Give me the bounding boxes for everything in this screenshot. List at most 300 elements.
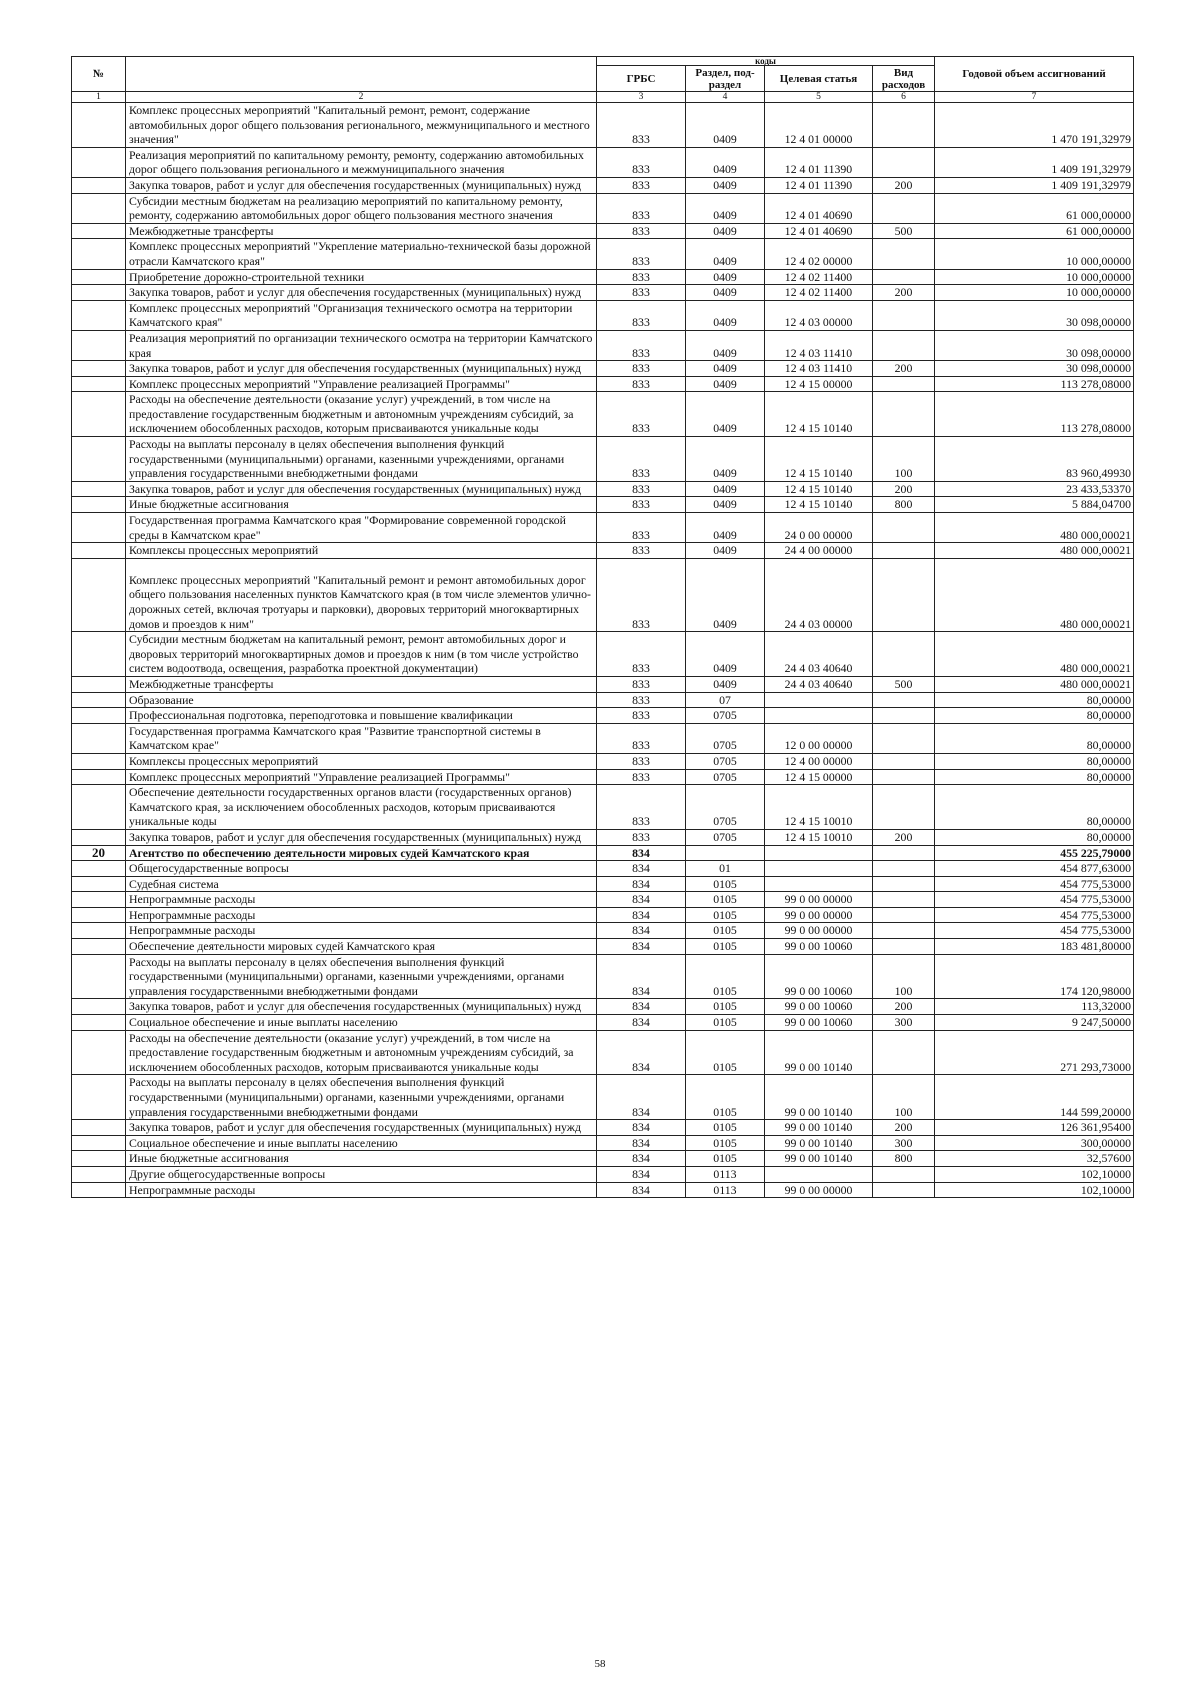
row-razdel: 0409 [686, 193, 765, 223]
row-expense-type: 200 [873, 829, 935, 845]
row-target-article: 12 4 02 00000 [765, 239, 873, 269]
row-grbs: 834 [597, 1015, 686, 1031]
row-name: Агентство по обеспечению деятельности мировых судей Камчатского края [126, 845, 597, 861]
table-row [72, 769, 1134, 785]
table-row [72, 1120, 1134, 1136]
row-grbs: 834 [597, 954, 686, 999]
row-number [72, 269, 126, 285]
row-target-article: 12 4 15 00000 [765, 376, 873, 392]
row-grbs: 834 [597, 892, 686, 908]
row-name: Непрограммные расходы [126, 892, 597, 908]
table-row [72, 939, 1134, 955]
row-amount: 1 409 191,32979 [935, 177, 1134, 193]
row-target-article: 99 0 00 10060 [765, 1015, 873, 1031]
header-codes: коды [597, 57, 935, 66]
table-row [72, 558, 1134, 631]
table-row [72, 923, 1134, 939]
row-razdel [686, 845, 765, 861]
row-target-article [765, 876, 873, 892]
row-grbs: 833 [597, 330, 686, 360]
row-grbs: 833 [597, 223, 686, 239]
row-expense-type [873, 239, 935, 269]
row-expense-type [873, 845, 935, 861]
col-index-7: 7 [935, 92, 1134, 103]
row-expense-type [873, 1166, 935, 1182]
row-number [72, 954, 126, 999]
row-razdel: 0409 [686, 513, 765, 543]
row-grbs: 833 [597, 147, 686, 177]
row-name: Закупка товаров, работ и услуг для обеспечения государственных (муниципальных) нужд [126, 177, 597, 193]
row-amount: 480 000,00021 [935, 632, 1134, 677]
row-name: Закупка товаров, работ и услуг для обеспечения государственных (муниципальных) нужд [126, 285, 597, 301]
header-razdel: Раздел, под-раздел [686, 66, 765, 92]
row-razdel: 0105 [686, 1030, 765, 1075]
table-row [72, 1030, 1134, 1075]
row-number [72, 785, 126, 830]
row-amount: 454 775,53000 [935, 907, 1134, 923]
row-expense-type [873, 513, 935, 543]
table-row [72, 223, 1134, 239]
row-name: Межбюджетные трансферты [126, 223, 597, 239]
table-row [72, 954, 1134, 999]
row-name: Социальное обеспечение и иные выплаты населению [126, 1015, 597, 1031]
row-expense-type [873, 907, 935, 923]
row-name: Социальное обеспечение и иные выплаты населению [126, 1135, 597, 1151]
row-number [72, 876, 126, 892]
row-razdel: 0105 [686, 907, 765, 923]
row-expense-type [873, 692, 935, 708]
column-index-row [72, 92, 1134, 103]
table-row [72, 1166, 1134, 1182]
budget-table-sheet [71, 56, 1133, 1198]
page-number: 58 [594, 1658, 606, 1670]
row-target-article [765, 708, 873, 724]
row-amount: 10 000,00000 [935, 269, 1134, 285]
row-number [72, 723, 126, 753]
row-grbs: 833 [597, 239, 686, 269]
row-number [72, 1135, 126, 1151]
row-amount: 102,10000 [935, 1182, 1134, 1198]
header-annual-volume: Годовой объем ассигнований [935, 57, 1134, 92]
row-amount: 83 960,49930 [935, 437, 1134, 482]
table-row [72, 147, 1134, 177]
row-name: Комплексы процессных мероприятий [126, 753, 597, 769]
row-razdel: 0409 [686, 177, 765, 193]
table-row [72, 999, 1134, 1015]
row-razdel: 0705 [686, 723, 765, 753]
table-row [72, 1135, 1134, 1151]
row-number [72, 558, 126, 631]
row-expense-type [873, 876, 935, 892]
row-target-article: 99 0 00 10140 [765, 1135, 873, 1151]
row-number [72, 392, 126, 437]
row-expense-type [873, 558, 935, 631]
row-grbs: 833 [597, 692, 686, 708]
row-target-article: 24 4 03 40640 [765, 632, 873, 677]
row-name: Профессиональная подготовка, переподготовка и повышение квалификации [126, 708, 597, 724]
row-grbs: 833 [597, 269, 686, 285]
row-razdel: 0409 [686, 147, 765, 177]
row-name: Образование [126, 692, 597, 708]
row-razdel: 01 [686, 861, 765, 877]
table-row [72, 632, 1134, 677]
row-amount: 80,00000 [935, 753, 1134, 769]
row-grbs: 833 [597, 676, 686, 692]
row-razdel: 0409 [686, 676, 765, 692]
row-grbs: 833 [597, 177, 686, 193]
row-number [72, 497, 126, 513]
row-expense-type [873, 753, 935, 769]
row-number [72, 481, 126, 497]
budget-rows [72, 103, 1134, 1198]
row-target-article: 12 4 00 00000 [765, 753, 873, 769]
row-target-article [765, 1166, 873, 1182]
row-grbs: 833 [597, 708, 686, 724]
row-expense-type [873, 892, 935, 908]
row-expense-type [873, 269, 935, 285]
row-name: Непрограммные расходы [126, 907, 597, 923]
row-amount: 30 098,00000 [935, 330, 1134, 360]
row-expense-type [873, 103, 935, 148]
row-razdel: 0705 [686, 708, 765, 724]
table-row [72, 177, 1134, 193]
row-name: Другие общегосударственные вопросы [126, 1166, 597, 1182]
row-razdel: 0105 [686, 1135, 765, 1151]
row-target-article: 12 4 15 10140 [765, 392, 873, 437]
row-number [72, 753, 126, 769]
row-grbs: 833 [597, 543, 686, 559]
row-target-article: 12 4 15 10010 [765, 785, 873, 830]
row-target-article: 12 4 15 10140 [765, 481, 873, 497]
row-number [72, 223, 126, 239]
table-row [72, 103, 1134, 148]
table-row [72, 829, 1134, 845]
row-target-article: 99 0 00 00000 [765, 892, 873, 908]
row-number: 20 [72, 845, 126, 861]
row-name: Комплекс процессных мероприятий "Капитальный ремонт и ремонт автомобильных дорог общего пользования населенных пунктов Камчатского края (в том числе элементов улично-дорожных сетей, включая тротуары и парковки), дворовых территорий многоквартирных домов и проездов к ним" [126, 558, 597, 631]
row-name: Комплекс процессных мероприятий "Укрепление материально-технической базы дорожной отрасли Камчатского края" [126, 239, 597, 269]
table-row [72, 861, 1134, 877]
row-expense-type: 200 [873, 177, 935, 193]
row-name: Приобретение дорожно-строительной техники [126, 269, 597, 285]
row-number [72, 513, 126, 543]
row-grbs: 833 [597, 513, 686, 543]
row-amount: 32,57600 [935, 1151, 1134, 1167]
row-name: Комплекс процессных мероприятий "Капитальный ремонт, ремонт, содержание автомобильных дорог общего пользования регионального, межмуниципального и местного значения" [126, 103, 597, 148]
col-index-5: 5 [765, 92, 873, 103]
row-grbs: 834 [597, 1151, 686, 1167]
row-amount: 113 278,08000 [935, 376, 1134, 392]
row-grbs: 833 [597, 103, 686, 148]
row-target-article: 12 4 01 40690 [765, 193, 873, 223]
row-grbs: 833 [597, 829, 686, 845]
row-razdel: 0105 [686, 1015, 765, 1031]
row-target-article: 24 0 00 00000 [765, 513, 873, 543]
row-name: Судебная система [126, 876, 597, 892]
row-target-article: 12 4 01 11390 [765, 177, 873, 193]
row-razdel: 0409 [686, 437, 765, 482]
row-expense-type [873, 300, 935, 330]
row-grbs: 834 [597, 845, 686, 861]
row-amount: 30 098,00000 [935, 300, 1134, 330]
row-expense-type: 500 [873, 676, 935, 692]
row-number [72, 437, 126, 482]
row-razdel: 0105 [686, 876, 765, 892]
row-number [72, 361, 126, 377]
row-amount: 480 000,00021 [935, 558, 1134, 631]
row-razdel: 0105 [686, 1120, 765, 1136]
row-target-article: 12 4 03 00000 [765, 300, 873, 330]
row-number [72, 1166, 126, 1182]
row-amount: 480 000,00021 [935, 543, 1134, 559]
row-razdel: 0409 [686, 103, 765, 148]
table-row [72, 845, 1134, 861]
row-amount: 454 775,53000 [935, 876, 1134, 892]
row-name: Реализация мероприятий по организации технического осмотра на территории Камчатского края [126, 330, 597, 360]
row-grbs: 834 [597, 1075, 686, 1120]
row-razdel: 0705 [686, 769, 765, 785]
row-number [72, 1151, 126, 1167]
row-expense-type [873, 861, 935, 877]
row-target-article: 12 4 01 40690 [765, 223, 873, 239]
row-razdel: 0409 [686, 543, 765, 559]
row-name: Расходы на выплаты персоналу в целях обеспечения выполнения функций государственными (муниципальными) органами, казенными учреждениями, органами управления государственными внебюджетными фондами [126, 1075, 597, 1120]
table-row [72, 1015, 1134, 1031]
row-name: Непрограммные расходы [126, 1182, 597, 1198]
table-row [72, 269, 1134, 285]
row-number [72, 632, 126, 677]
row-grbs: 834 [597, 923, 686, 939]
row-number [72, 147, 126, 177]
row-name: Закупка товаров, работ и услуг для обеспечения государственных (муниципальных) нужд [126, 361, 597, 377]
row-amount: 80,00000 [935, 723, 1134, 753]
row-expense-type: 300 [873, 1015, 935, 1031]
row-razdel: 0409 [686, 632, 765, 677]
table-row [72, 361, 1134, 377]
row-grbs: 834 [597, 1182, 686, 1198]
row-name: Обеспечение деятельности государственных органов власти (государственных органов) Камчатского края, за исключением обособленных расходов, которым присваиваются уникальные коды [126, 785, 597, 830]
table-row [72, 892, 1134, 908]
row-grbs: 833 [597, 753, 686, 769]
row-razdel: 0409 [686, 239, 765, 269]
row-razdel: 0705 [686, 785, 765, 830]
row-expense-type: 200 [873, 285, 935, 301]
row-expense-type [873, 923, 935, 939]
row-target-article: 99 0 00 10140 [765, 1120, 873, 1136]
row-number [72, 376, 126, 392]
row-target-article: 12 4 15 10140 [765, 497, 873, 513]
row-name: Комплексы процессных мероприятий [126, 543, 597, 559]
row-amount: 454 775,53000 [935, 923, 1134, 939]
row-number [72, 939, 126, 955]
row-razdel: 07 [686, 692, 765, 708]
row-target-article: 99 0 00 10140 [765, 1151, 873, 1167]
row-target-article: 99 0 00 10140 [765, 1030, 873, 1075]
col-index-1: 1 [72, 92, 126, 103]
col-index-2: 2 [126, 92, 597, 103]
table-row [72, 692, 1134, 708]
table-row [72, 676, 1134, 692]
table-row [72, 376, 1134, 392]
row-expense-type [873, 1182, 935, 1198]
row-grbs: 833 [597, 376, 686, 392]
row-amount: 454 775,53000 [935, 892, 1134, 908]
row-target-article [765, 861, 873, 877]
row-number [72, 193, 126, 223]
row-target-article: 12 4 01 11390 [765, 147, 873, 177]
row-name: Расходы на выплаты персоналу в целях обеспечения выполнения функций государственными (муниципальными) органами, казенными учреждениями, органами управления государственными внебюджетными фондами [126, 954, 597, 999]
table-row [72, 513, 1134, 543]
row-expense-type [873, 193, 935, 223]
row-grbs: 834 [597, 1120, 686, 1136]
col-index-3: 3 [597, 92, 686, 103]
row-amount: 126 361,95400 [935, 1120, 1134, 1136]
row-razdel: 0105 [686, 923, 765, 939]
row-name: Государственная программа Камчатского края "Развитие транспортной системы в Камчатском крае" [126, 723, 597, 753]
row-name: Субсидии местным бюджетам на капитальный ремонт, ремонт автомобильных дорог и дворовых территорий многоквартирных домов и проездов к ним (в том числе устройство систем водоотвода, освещения, разработка проектной документации) [126, 632, 597, 677]
row-name: Межбюджетные трансферты [126, 676, 597, 692]
table-row [72, 1151, 1134, 1167]
row-grbs: 833 [597, 481, 686, 497]
table-row [72, 543, 1134, 559]
row-expense-type [873, 1030, 935, 1075]
table-row [72, 193, 1134, 223]
row-grbs: 833 [597, 437, 686, 482]
row-razdel: 0409 [686, 330, 765, 360]
row-name: Расходы на обеспечение деятельности (оказание услуг) учреждений, в том числе на предоставление государственным бюджетным и автономным учреждениям субсидий, за исключением обособленных расходов, которым присваиваются уникальные коды [126, 1030, 597, 1075]
row-razdel: 0105 [686, 999, 765, 1015]
table-row [72, 285, 1134, 301]
row-amount: 23 433,53370 [935, 481, 1134, 497]
row-name: Общегосударственные вопросы [126, 861, 597, 877]
row-amount: 9 247,50000 [935, 1015, 1134, 1031]
row-grbs: 834 [597, 999, 686, 1015]
row-grbs: 833 [597, 769, 686, 785]
row-grbs: 833 [597, 193, 686, 223]
row-target-article: 12 4 03 11410 [765, 361, 873, 377]
row-razdel: 0409 [686, 392, 765, 437]
row-razdel: 0105 [686, 1151, 765, 1167]
row-razdel: 0409 [686, 285, 765, 301]
row-expense-type [873, 376, 935, 392]
table-row [72, 239, 1134, 269]
row-target-article: 99 0 00 10060 [765, 954, 873, 999]
table-row [72, 785, 1134, 830]
row-expense-type: 100 [873, 1075, 935, 1120]
row-number [72, 1075, 126, 1120]
row-name: Закупка товаров, работ и услуг для обеспечения государственных (муниципальных) нужд [126, 481, 597, 497]
row-expense-type [873, 392, 935, 437]
row-expense-type [873, 939, 935, 955]
row-name: Закупка товаров, работ и услуг для обеспечения государственных (муниципальных) нужд [126, 1120, 597, 1136]
row-amount: 61 000,00000 [935, 193, 1134, 223]
row-target-article: 12 4 01 00000 [765, 103, 873, 148]
row-number [72, 861, 126, 877]
header-num: № [72, 57, 126, 92]
row-grbs: 834 [597, 861, 686, 877]
row-expense-type [873, 769, 935, 785]
row-target-article: 24 4 03 00000 [765, 558, 873, 631]
row-target-article [765, 692, 873, 708]
table-row [72, 1182, 1134, 1198]
row-amount: 10 000,00000 [935, 239, 1134, 269]
row-target-article: 12 4 02 11400 [765, 285, 873, 301]
row-razdel: 0113 [686, 1166, 765, 1182]
row-razdel: 0409 [686, 558, 765, 631]
row-amount: 1 409 191,32979 [935, 147, 1134, 177]
row-number [72, 103, 126, 148]
row-expense-type: 800 [873, 1151, 935, 1167]
row-target-article: 99 0 00 10060 [765, 999, 873, 1015]
row-amount: 80,00000 [935, 785, 1134, 830]
row-name: Непрограммные расходы [126, 923, 597, 939]
row-number [72, 300, 126, 330]
row-number [72, 676, 126, 692]
row-razdel: 0113 [686, 1182, 765, 1198]
row-target-article: 12 4 02 11400 [765, 269, 873, 285]
row-expense-type: 100 [873, 954, 935, 999]
row-grbs: 833 [597, 558, 686, 631]
row-grbs: 833 [597, 392, 686, 437]
row-number [72, 999, 126, 1015]
table-row [72, 708, 1134, 724]
table-row [72, 392, 1134, 437]
row-expense-type: 200 [873, 481, 935, 497]
row-number [72, 239, 126, 269]
row-target-article: 99 0 00 10060 [765, 939, 873, 955]
col-index-6: 6 [873, 92, 935, 103]
row-expense-type: 200 [873, 1120, 935, 1136]
row-razdel: 0705 [686, 829, 765, 845]
row-number [72, 692, 126, 708]
row-amount: 30 098,00000 [935, 361, 1134, 377]
table-row [72, 876, 1134, 892]
row-number [72, 543, 126, 559]
row-number [72, 892, 126, 908]
row-grbs: 834 [597, 1166, 686, 1182]
row-number [72, 708, 126, 724]
row-number [72, 330, 126, 360]
row-amount: 300,00000 [935, 1135, 1134, 1151]
row-amount: 455 225,79000 [935, 845, 1134, 861]
row-target-article [765, 845, 873, 861]
row-razdel: 0409 [686, 376, 765, 392]
row-razdel: 0105 [686, 939, 765, 955]
row-razdel: 0409 [686, 497, 765, 513]
table-row [72, 481, 1134, 497]
row-razdel: 0409 [686, 223, 765, 239]
row-target-article: 99 0 00 00000 [765, 907, 873, 923]
col-index-4: 4 [686, 92, 765, 103]
row-grbs: 833 [597, 361, 686, 377]
row-amount: 61 000,00000 [935, 223, 1134, 239]
row-razdel: 0105 [686, 1075, 765, 1120]
row-name: Иные бюджетные ассигнования [126, 1151, 597, 1167]
row-expense-type: 300 [873, 1135, 935, 1151]
row-amount: 480 000,00021 [935, 676, 1134, 692]
row-grbs: 833 [597, 785, 686, 830]
row-number [72, 285, 126, 301]
row-amount: 80,00000 [935, 708, 1134, 724]
row-amount: 144 599,20000 [935, 1075, 1134, 1120]
row-number [72, 769, 126, 785]
row-expense-type: 200 [873, 361, 935, 377]
row-amount: 113 278,08000 [935, 392, 1134, 437]
row-razdel: 0409 [686, 269, 765, 285]
row-target-article: 12 0 00 00000 [765, 723, 873, 753]
row-number [72, 1015, 126, 1031]
row-name: Субсидии местным бюджетам на реализацию мероприятий по капитальному ремонту, ремонту, содержанию автомобильных дорог общего пользования местного значения [126, 193, 597, 223]
